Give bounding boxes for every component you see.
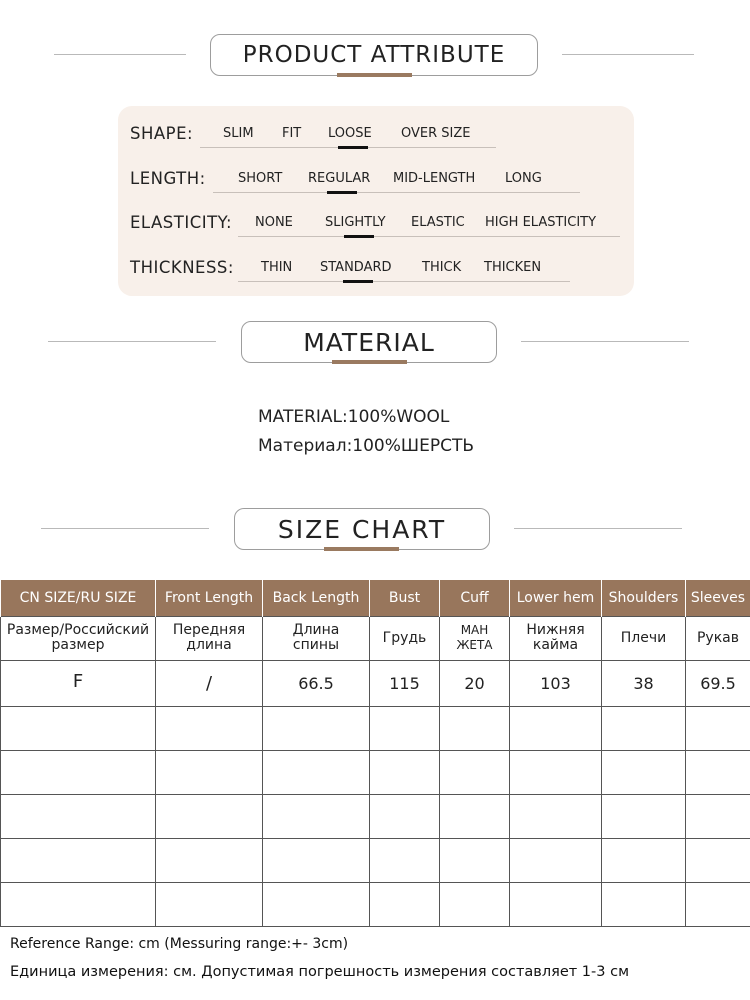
column-header: Shoulders <box>602 580 686 616</box>
table-cell <box>440 750 510 794</box>
table-cell <box>263 838 370 882</box>
table-cell <box>156 706 263 750</box>
table-cell <box>602 794 686 838</box>
table-cell <box>263 750 370 794</box>
table-row <box>1 660 750 706</box>
material-line-en: MATERIAL:100%WOOL <box>258 407 450 427</box>
table-cell <box>602 750 686 794</box>
material-title-text: MATERIAL <box>303 327 435 357</box>
table-row-empty <box>1 706 750 750</box>
attribute-label: THICKNESS: <box>130 258 234 277</box>
table-row-empty <box>1 882 750 926</box>
selected-indicator <box>343 280 373 283</box>
table-cell <box>156 750 263 794</box>
table-cell <box>686 750 750 794</box>
table-cell: F <box>1 660 156 706</box>
attribute-baseline <box>213 192 580 193</box>
attribute-option-selected: REGULAR <box>308 171 371 186</box>
table-cell: 20 <box>440 660 510 706</box>
table-row-empty <box>1 794 750 838</box>
column-header: Back Length <box>263 580 370 616</box>
table-cell <box>686 838 750 882</box>
table-cell <box>1 706 156 750</box>
table-cell <box>263 706 370 750</box>
attribute-option-selected: STANDARD <box>320 260 392 275</box>
divider-right <box>514 528 682 529</box>
table-cell <box>510 750 602 794</box>
column-header-ru: Нижняя кайма <box>510 616 602 660</box>
table-cell <box>370 838 440 882</box>
attribute-label: ELASTICITY: <box>130 213 233 232</box>
product-attribute-title-text: PRODUCT ATTRIBUTE <box>242 42 506 68</box>
attribute-option: MID-LENGTH <box>393 171 476 186</box>
table-cell <box>440 794 510 838</box>
attribute-option: THICKEN <box>484 260 542 275</box>
table-cell <box>510 706 602 750</box>
table-cell <box>510 794 602 838</box>
table-cell <box>370 750 440 794</box>
column-header-ru: Размер/Российский размер <box>1 616 156 660</box>
table-cell: / <box>156 660 263 706</box>
table-cell: 38 <box>602 660 686 706</box>
table-cell: 69.5 <box>686 660 750 706</box>
attribute-row-elasticity <box>118 207 634 247</box>
attribute-option: NONE <box>255 215 293 230</box>
title-accent-bar <box>332 360 407 364</box>
table-header-row <box>1 580 750 616</box>
column-header-ru: Плечи <box>602 616 686 660</box>
material-title <box>241 321 497 363</box>
table-header-row-ru <box>1 616 750 660</box>
attribute-option-selected: LOOSE <box>328 126 372 141</box>
column-header: Sleeves <box>686 580 750 616</box>
table-cell <box>510 882 602 926</box>
size-chart-title <box>234 508 490 550</box>
table-cell <box>156 794 263 838</box>
attribute-option: LONG <box>505 171 542 186</box>
table-cell <box>370 882 440 926</box>
column-header-ru: Рукав <box>686 616 750 660</box>
column-header: Cuff <box>440 580 510 616</box>
attribute-option: THICK <box>422 260 462 275</box>
attribute-baseline <box>238 281 570 282</box>
table-cell <box>440 882 510 926</box>
attribute-option: SLIM <box>223 126 254 141</box>
divider-right <box>562 54 694 55</box>
table-cell: 66.5 <box>263 660 370 706</box>
table-cell <box>440 706 510 750</box>
table-cell: 103 <box>510 660 602 706</box>
divider-left <box>41 528 209 529</box>
column-header-ru: МАН ЖЕТА <box>440 616 510 660</box>
attribute-option: OVER SIZE <box>401 126 471 141</box>
title-accent-bar <box>337 73 412 77</box>
table-cell <box>602 706 686 750</box>
table-cell <box>1 882 156 926</box>
column-header: Front Length <box>156 580 263 616</box>
attribute-panel <box>118 106 634 296</box>
divider-right <box>521 341 689 342</box>
column-header: Bust <box>370 580 440 616</box>
selected-indicator <box>344 235 374 238</box>
table-cell <box>263 882 370 926</box>
attribute-row-length <box>118 163 634 203</box>
table-cell <box>370 794 440 838</box>
selected-indicator <box>327 191 357 194</box>
attribute-label: SHAPE: <box>130 124 194 143</box>
divider-left <box>48 341 216 342</box>
divider-left <box>54 54 186 55</box>
product-attribute-title <box>210 34 538 76</box>
material-line-ru: Материал:100%ШЕРСТЬ <box>258 436 474 456</box>
table-cell <box>602 838 686 882</box>
selected-indicator <box>338 146 368 149</box>
size-chart-title-text: SIZE CHART <box>277 514 447 544</box>
attribute-option-selected: SLIGHTLY <box>325 215 386 230</box>
attribute-option: FIT <box>282 126 302 141</box>
table-cell <box>370 706 440 750</box>
attribute-option: HIGH ELASTICITY <box>485 215 597 230</box>
attribute-label: LENGTH: <box>130 169 206 188</box>
table-cell <box>602 882 686 926</box>
attribute-row-thickness <box>118 252 634 292</box>
attribute-option: ELASTIC <box>411 215 465 230</box>
table-row-empty <box>1 750 750 794</box>
column-header-ru: Передняя длина <box>156 616 263 660</box>
table-cell <box>156 882 263 926</box>
size-chart-table <box>0 580 750 927</box>
column-header: CN SIZE/RU SIZE <box>1 580 156 616</box>
column-header-ru: Длина спины <box>263 616 370 660</box>
column-header: Lower hem <box>510 580 602 616</box>
attribute-baseline <box>238 236 620 237</box>
table-cell: 115 <box>370 660 440 706</box>
reference-range-note-ru: Единица измерения: см. Допустимая погрешность измерения составляет 1-3 см <box>10 964 630 980</box>
table-cell <box>1 750 156 794</box>
table-cell <box>263 794 370 838</box>
table-cell <box>686 882 750 926</box>
column-header-ru: Грудь <box>370 616 440 660</box>
attribute-option: THIN <box>261 260 293 275</box>
table-cell <box>440 838 510 882</box>
reference-range-note: Reference Range: cm (Messuring range:+- 3cm) <box>10 936 349 952</box>
table-cell <box>1 794 156 838</box>
table-cell <box>1 838 156 882</box>
attribute-option: SHORT <box>238 171 283 186</box>
attribute-row-shape <box>118 118 634 158</box>
table-cell <box>686 794 750 838</box>
table-row-empty <box>1 838 750 882</box>
table-cell <box>156 838 263 882</box>
title-accent-bar <box>324 547 399 551</box>
table-cell <box>686 706 750 750</box>
table-cell <box>510 838 602 882</box>
